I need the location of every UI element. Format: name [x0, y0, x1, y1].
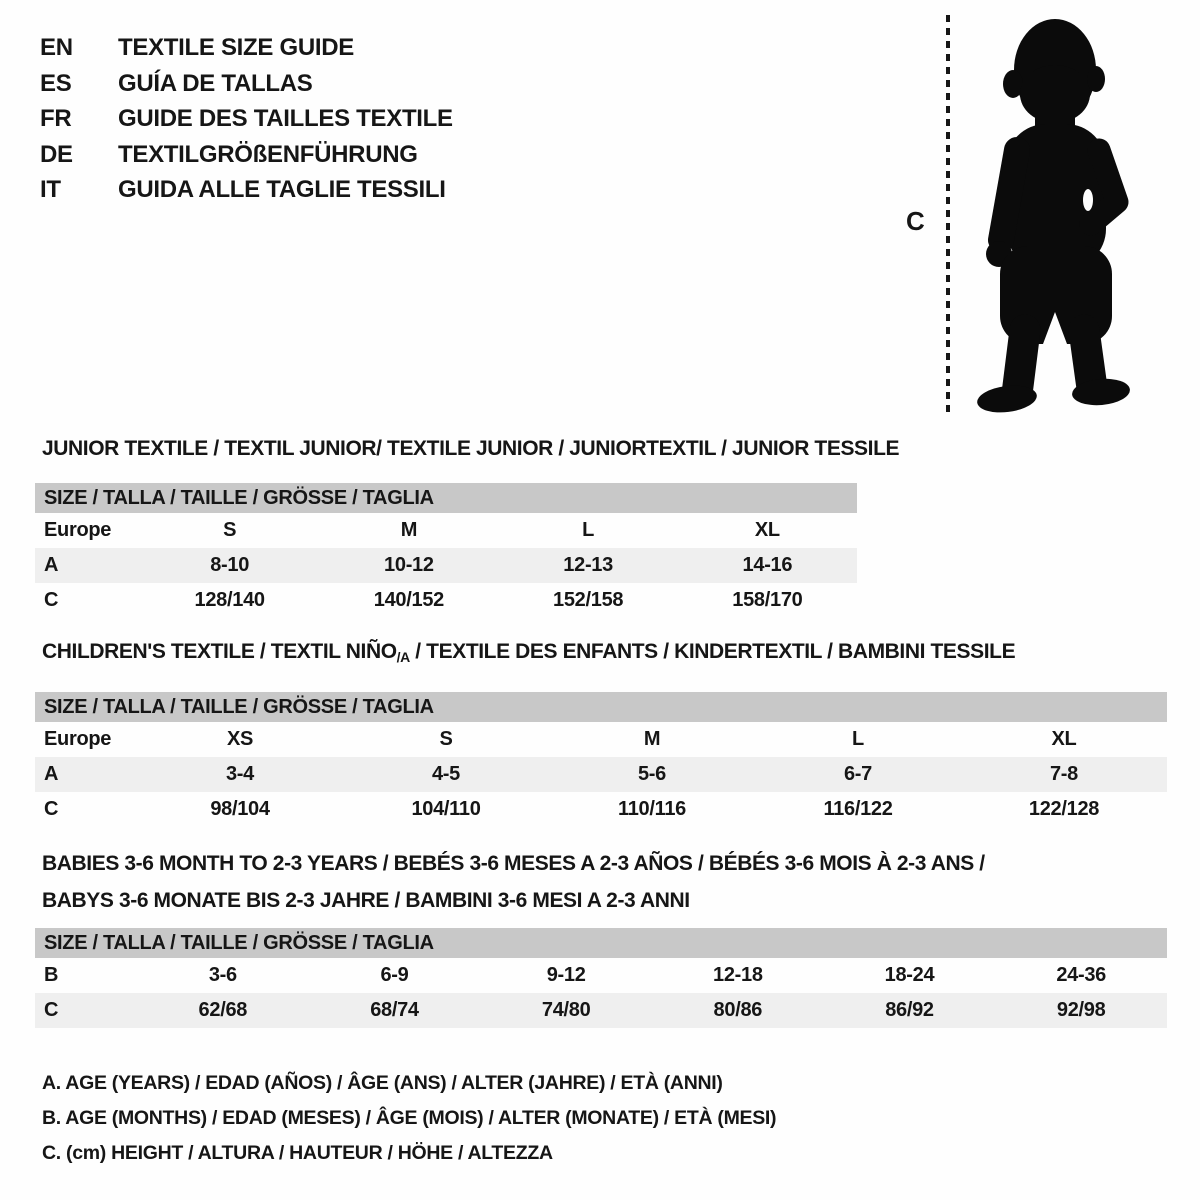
- age-cell: 5-6: [637, 763, 666, 785]
- lang-code: EN: [40, 34, 73, 61]
- table-row: [35, 513, 857, 548]
- lang-row-en: [40, 30, 453, 66]
- table-row: [35, 958, 1167, 993]
- lang-row-es: [40, 66, 453, 102]
- note-age-months: B. AGE (MONTHS) / EDAD (MESES) / ÂGE (MOIS) / ALTER (MONATE) / ETÀ (MESI): [42, 1107, 777, 1129]
- age-cell: 14-16: [742, 554, 793, 576]
- age-cell: 3-6: [208, 964, 237, 986]
- size-cell: S: [223, 519, 237, 541]
- lang-code: ES: [40, 69, 72, 97]
- babies-title-line2: BABYS 3-6 MONATE BIS 2-3 JAHRE / BAMBINI 3-6 MESI A 2-3 ANNI: [42, 889, 690, 912]
- children-title-sub: /A: [396, 649, 410, 665]
- height-cell: 158/170: [732, 589, 803, 611]
- lang-title: TEXTILGRÖßENFÜHRUNG: [118, 140, 418, 168]
- junior-size-table: [35, 483, 857, 618]
- height-cell: 74/80: [541, 999, 591, 1021]
- lang-title: GUÍA DE TALLAS: [118, 69, 313, 97]
- lang-title: TEXTILE SIZE GUIDE: [118, 34, 354, 61]
- row-label: C: [44, 999, 59, 1021]
- size-cell: XL: [1051, 728, 1077, 750]
- table-row: [35, 722, 1167, 757]
- age-cell: 12-13: [563, 554, 613, 576]
- lang-row-fr: [40, 101, 453, 137]
- children-size-header-bar: SIZE / TALLA / TAILLE / GRÖSSE / TAGLIA: [35, 692, 1167, 722]
- age-cell: 12-18: [713, 964, 763, 986]
- height-cell: 92/98: [1056, 999, 1106, 1021]
- language-title-list: [40, 30, 453, 208]
- height-cell: 122/128: [1028, 798, 1100, 820]
- height-dashed-line: [946, 15, 950, 415]
- row-label: C: [44, 798, 59, 820]
- babies-size-header-bar: SIZE / TALLA / TAILLE / GRÖSSE / TAGLIA: [35, 928, 1167, 958]
- lang-title: GUIDE DES TAILLES TEXTILE: [118, 105, 453, 132]
- children-size-table: [35, 692, 1167, 827]
- row-label: C: [44, 589, 59, 611]
- age-cell: 6-7: [843, 763, 872, 785]
- height-c-label: C: [906, 206, 925, 236]
- age-cell: 10-12: [384, 554, 434, 576]
- height-cell: 128/140: [194, 589, 265, 611]
- junior-section-title: JUNIOR TEXTILE / TEXTIL JUNIOR/ TEXTILE JUNIOR / JUNIORTEXTIL / JUNIOR TESSILE: [42, 437, 900, 460]
- height-cell: 152/158: [553, 589, 624, 611]
- size-cell: L: [582, 519, 595, 541]
- children-title-main: CHILDREN'S TEXTILE / TEXTIL NIÑO: [42, 640, 397, 663]
- table-row: [35, 993, 1167, 1028]
- table-row: [35, 583, 857, 618]
- height-cell: 116/122: [823, 798, 893, 820]
- babies-title-line1: BABIES 3-6 MONTH TO 2-3 YEARS / BEBÉS 3-6 MESES A 2-3 AÑOS / BÉBÉS 3-6 MOIS À 2-3 ANS /: [42, 852, 985, 875]
- babies-size-table: [35, 928, 1167, 1028]
- height-cell: 86/92: [885, 999, 934, 1021]
- height-cell: 104/110: [411, 798, 481, 820]
- age-cell: 9-12: [546, 964, 586, 986]
- height-cell: 110/116: [618, 798, 686, 820]
- height-cell: 80/86: [713, 999, 763, 1021]
- table-row: [35, 548, 857, 583]
- height-cell: 98/104: [210, 798, 270, 820]
- row-label: B: [44, 964, 59, 986]
- lang-code: IT: [40, 176, 61, 203]
- size-cell: XS: [226, 728, 254, 750]
- size-cell: L: [852, 728, 864, 750]
- lang-row-de: [40, 137, 453, 173]
- height-cell: 140/152: [373, 589, 444, 611]
- height-cell: 62/68: [198, 999, 248, 1021]
- toddler-silhouette-icon: [963, 18, 1141, 420]
- babies-section-title: [42, 845, 985, 919]
- lang-code: DE: [40, 140, 73, 168]
- row-label: Europe: [44, 728, 112, 750]
- table-row: [35, 757, 1167, 792]
- size-cell: XL: [754, 519, 780, 541]
- age-cell: 7-8: [1049, 763, 1078, 785]
- row-label: A: [44, 763, 59, 785]
- row-label: A: [44, 554, 59, 576]
- legend-notes: [42, 1066, 776, 1171]
- note-height-cm: C. (cm) HEIGHT / ALTURA / HAUTEUR / HÖHE / ALTEZZA: [42, 1142, 553, 1164]
- size-cell: S: [439, 728, 453, 750]
- table-row: [35, 792, 1167, 827]
- lang-title: GUIDA ALLE TAGLIE TESSILI: [118, 176, 446, 203]
- age-cell: 3-4: [225, 763, 254, 785]
- height-cell: 68/74: [370, 999, 419, 1021]
- age-cell: 18-24: [884, 964, 935, 986]
- children-section-title: [42, 640, 1015, 665]
- row-label: Europe: [44, 519, 112, 541]
- note-age-years: A. AGE (YEARS) / EDAD (AÑOS) / ÂGE (ANS) / ALTER (JAHRE) / ETÀ (ANNI): [42, 1072, 723, 1094]
- size-cell: M: [400, 519, 418, 541]
- age-cell: 4-5: [431, 763, 460, 785]
- lang-code: FR: [40, 105, 72, 132]
- lang-row-it: [40, 172, 453, 208]
- children-title-rest: / TEXTILE DES ENFANTS / KINDERTEXTIL / BAMBINI TESSILE: [409, 640, 1016, 663]
- age-cell: 8-10: [210, 554, 250, 576]
- junior-size-header-bar: SIZE / TALLA / TAILLE / GRÖSSE / TAGLIA: [35, 483, 857, 513]
- age-cell: 6-9: [380, 964, 409, 986]
- age-cell: 24-36: [1056, 964, 1106, 986]
- size-cell: M: [643, 728, 661, 750]
